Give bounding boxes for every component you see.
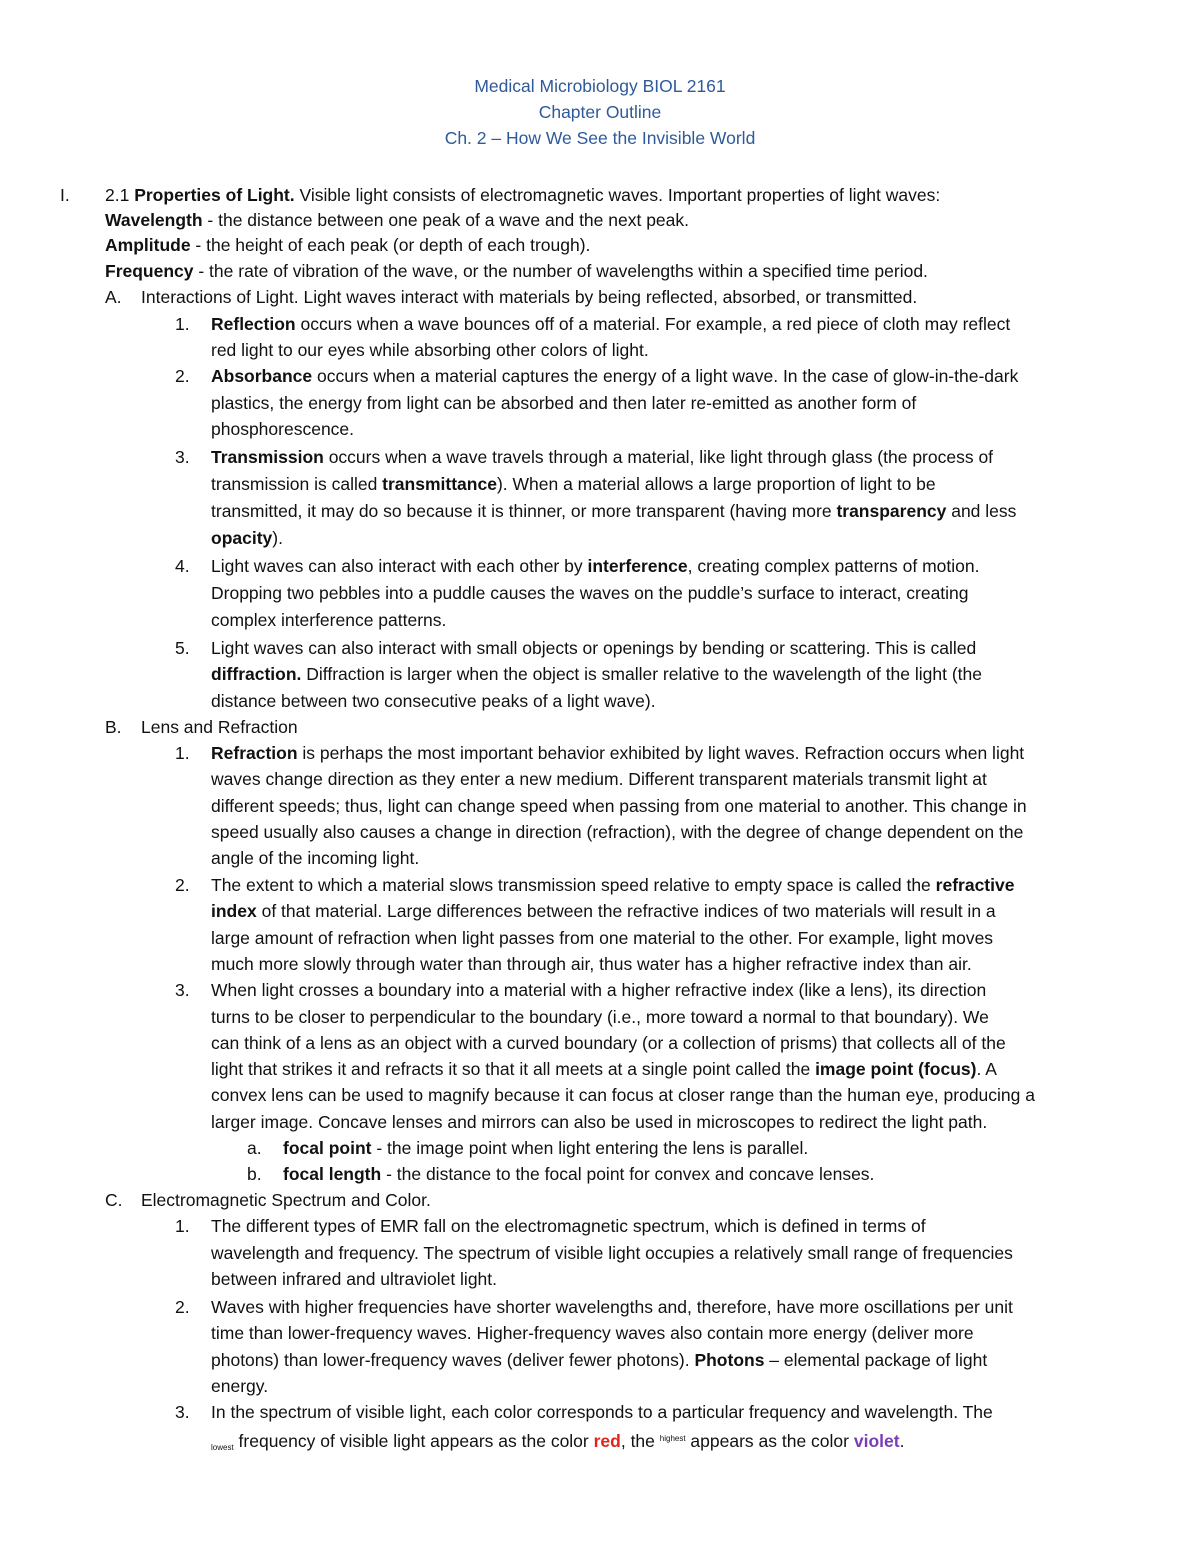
text: The extent to which a material slows transmission speed relative to empty space is called the [211,875,936,895]
bold-term: refractive [935,875,1015,895]
text: frequency of visible light appears as the color [233,1431,594,1451]
sub-item-line [283,1162,874,1186]
item-line: can think of a lens as an object with a curved boundary (or a collection of prisms) that collects all of the [211,1033,1006,1053]
item-line: Light waves can also interact with small objects or openings by bending or scattering. This is called [211,638,977,658]
item-line [211,1057,997,1081]
item-line: In the spectrum of visible light, each color corresponds to a particular frequency and wavelength. The [211,1402,993,1422]
item-line: energy. [211,1376,269,1396]
item-line [211,526,283,550]
item-line [211,741,1024,765]
subsection-marker: A. [105,287,122,307]
item-line [211,445,993,469]
item-marker: 1. [175,1216,190,1236]
item-line: convex lens can be used to magnify because it can focus at closer range than the human eye, producing a [211,1085,1035,1105]
item-line: The different types of EMR fall on the electromagnetic spectrum, which is defined in terms of [211,1216,926,1236]
bold-term: Photons [694,1350,765,1370]
item-line: between infrared and ultraviolet light. [211,1269,498,1289]
section-heading [105,183,940,207]
subsection-marker: C. [105,1190,123,1210]
text: occurs when a material captures the energy of a light wave. In the case of glow-in-the-dark [312,366,1019,386]
item-line [211,312,1010,336]
term-wavelength [105,208,689,232]
item-marker: 4. [175,556,190,576]
bold-term: Refraction [211,743,298,763]
item-line [211,499,1016,523]
text: transmitted, it may do so because it is thinner, or more transparent (having more [211,501,837,521]
item-line: wavelength and frequency. The spectrum of visible light occupies a relatively small range of frequencies [211,1243,1013,1263]
item-line: red light to our eyes while absorbing other colors of light. [211,340,649,360]
item-marker: 2. [175,1297,190,1317]
text: Diffraction is larger when the object is smaller relative to the wavelength of the light (the [301,664,982,684]
item-line: plastics, the energy from light can be absorbed and then later re-emitted as another form of [211,393,917,413]
text: - the distance to the focal point for convex and concave lenses. [381,1164,875,1184]
item-marker: 2. [175,366,190,386]
text: . A [976,1059,997,1079]
item-line: distance between two consecutive peaks of a light wave). [211,691,656,711]
item-line [211,364,1018,388]
item-line: different speeds; thus, light can change speed when passing from one material to another. This change in [211,796,1027,816]
item-line: phosphorescence. [211,419,355,439]
subsection-marker: B. [105,717,122,737]
item-line: large amount of refraction when light passes from one material to the other. For example, light moves [211,928,994,948]
outline-subtitle: Chapter Outline [538,102,662,122]
item-line: much more slowly through water than through air, thus water has a higher refractive index than air. [211,954,972,974]
text: photons) than lower-frequency waves (deliver fewer photons). [211,1350,695,1370]
small-text: lowest [211,1443,234,1452]
bold-term: focal length [283,1164,382,1184]
sub-item-line [283,1136,808,1160]
color-word-violet: violet [853,1431,900,1451]
term-label: Frequency [105,261,194,281]
section-marker: I. [60,185,70,205]
text: Light waves can also interact with each other by [211,556,588,576]
item-marker: 1. [175,314,190,334]
text: transmission is called [211,474,383,494]
item-line: waves change direction as they enter a new medium. Different transparent materials transmit light at [211,769,987,789]
section-intro: Visible light consists of electromagnetic waves. Important properties of light waves: [299,185,941,205]
text: of that material. Large differences between the refractive indices of two materials will result in a [256,901,996,921]
text: – elemental package of light [764,1350,988,1370]
item-line: larger image. Concave lenses and mirrors can also be used in microscopes to redirect the light path. [211,1112,988,1132]
item-marker: 1. [175,743,190,763]
bold-term: interference [587,556,688,576]
section-number: 2.1 [105,185,130,205]
bold-term: transmittance [382,474,497,494]
subsection-heading: Electromagnetic Spectrum and Color. [141,1190,431,1210]
item-line [211,899,996,923]
sub-item-marker: a. [247,1138,262,1158]
item-line: When light crosses a boundary into a material with a higher refractive index (like a lens), its direction [211,980,987,1000]
term-definition: - the distance between one peak of a wave and the next peak. [202,210,690,230]
bold-term: opacity [211,528,273,548]
term-label: Wavelength [105,210,203,230]
text: ). [272,528,283,548]
course-title: Medical Microbiology BIOL 2161 [474,76,726,96]
color-word-red: red [593,1431,621,1451]
item-line [211,873,1014,897]
chapter-title: Ch. 2 – How We See the Invisible World [444,128,756,148]
term-label: Amplitude [105,235,191,255]
item-marker: 2. [175,875,190,895]
subsection-heading: Lens and Refraction [141,717,298,737]
item-line: angle of the incoming light. [211,848,420,868]
item-line [211,1427,904,1460]
term-definition: - the height of each peak (or depth of each trough). [190,235,591,255]
text: and less [946,501,1017,521]
bold-term: diffraction. [211,664,302,684]
bold-term: Absorbance [211,366,313,386]
text: appears as the color [685,1431,854,1451]
text: is perhaps the most important behavior exhibited by light waves. Refraction occurs when light [297,743,1025,763]
text: light that strikes it and refracts it so that it all meets at a single point called the [211,1059,816,1079]
item-line [211,554,979,578]
item-line: Dropping two pebbles into a puddle causes the waves on the puddle’s surface to interact, creating [211,583,969,603]
term-frequency [105,259,928,283]
text: , creating complex patterns of motion. [687,556,980,576]
text: occurs when a wave bounces off of a material. For example, a red piece of cloth may reflect [295,314,1011,334]
item-line: turns to be closer to perpendicular to the boundary (i.e., more toward a normal to that boundary). We [211,1007,989,1027]
term-amplitude [105,233,590,257]
bold-term: image point (focus) [815,1059,977,1079]
item-line [211,662,982,686]
bold-term: Reflection [211,314,296,334]
item-marker: 5. [175,638,190,658]
text: , the [620,1431,660,1451]
text: occurs when a wave travels through a material, like light through glass (the process of [323,447,994,467]
item-line [211,1348,987,1372]
bold-term: focal point [283,1138,372,1158]
text: . [899,1431,905,1451]
bold-term: transparency [836,501,947,521]
item-line: speed usually also causes a change in direction (refraction), with the degree of change dependent on the [211,822,1024,842]
subsection-heading: Interactions of Light. Light waves interact with materials by being reflected, absorbed, or transmitted. [141,287,918,307]
bold-term: index [211,901,257,921]
item-marker: 3. [175,980,190,1000]
term-definition: - the rate of vibration of the wave, or the number of wavelengths within a specified time period. [193,261,928,281]
small-text: highest [659,1434,686,1443]
item-line: complex interference patterns. [211,610,447,630]
text: ). When a material allows a large proportion of light to be [496,474,936,494]
item-marker: 3. [175,447,190,467]
item-marker: 3. [175,1402,190,1422]
text: - the image point when light entering the lens is parallel. [371,1138,809,1158]
section-title: Properties of Light. [134,185,295,205]
bold-term: Transmission [211,447,324,467]
sub-item-marker: b. [247,1164,262,1184]
item-line [211,472,936,496]
item-line: time than lower-frequency waves. Higher-frequency waves also contain more energy (deliver more [211,1323,974,1343]
item-line: Waves with higher frequencies have shorter wavelengths and, therefore, have more oscillations per unit [211,1297,1013,1317]
